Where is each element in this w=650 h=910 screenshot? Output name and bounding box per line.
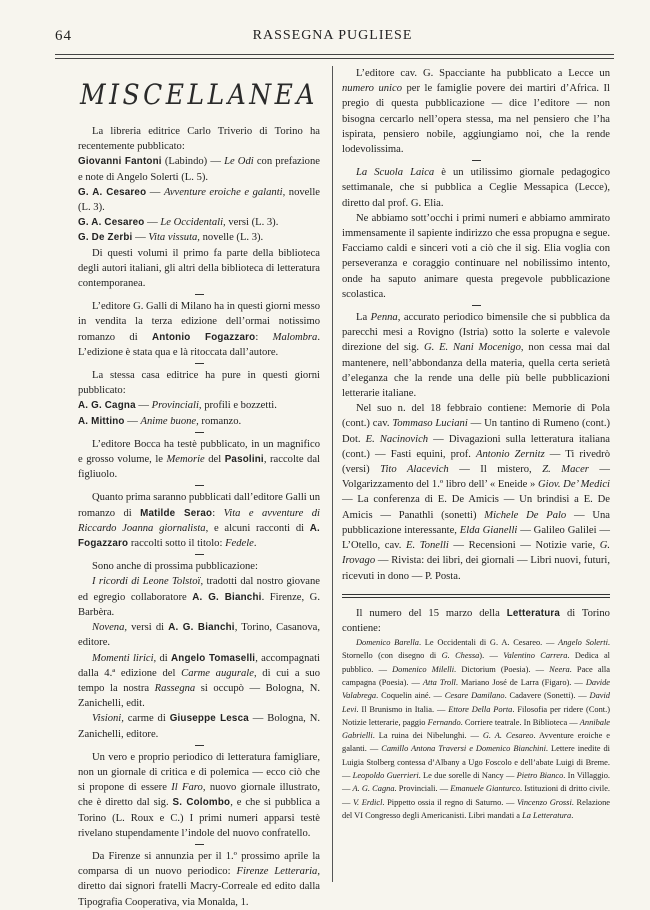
author-name: A. G. Cagna: [352, 784, 395, 794]
book-entry: G. A. Cesareo — Le Occidentali, versi (L. 3).: [78, 217, 279, 229]
penna-paragraph: La Penna, accurato periodico bimensile che si pubblica da parecchi mesi a Rovigno (Istria) sotto la solerte e valevole direzione del sig. G. E. Nani Mocenigo, non cessa mai dal mantenere, nell’abbondanza della materia, quella certa serietà d’eleganza che la rende una delle più belle pubblicazioni letterarie italiane.: [342, 312, 611, 400]
book-entry: A. G. Cagna — Provinciali, profili e bozzetti.: [78, 400, 277, 412]
spacciante-paragraph: L’editore cav. G. Spacciante ha pubblicato a Lecce un numero unico per le famiglie povere dei martiri d’Africa. Il pregio di questa pubblicazione — dice l’editore — non bisogna cercarlo nell’opera stessa, ma nel pensiero che l’ha ispirata, pensiero nobile, aggiungiamo noi, che la rende lodevolissima.: [342, 68, 610, 156]
author-name: Atta Troll: [422, 678, 456, 687]
author-name: Annibale Gabrielli: [342, 717, 611, 741]
item-separator: [195, 554, 204, 555]
author-name: Cesare Damilano: [444, 691, 505, 701]
author-name: Domenico Barella: [356, 638, 419, 648]
author-name: Emanuele Gianturco: [450, 784, 521, 794]
author-name: V. Erdicl: [353, 797, 383, 807]
faro-paragraph: Un vero e proprio periodico di letteratura famigliare, non un giornale di critica e di polemica — ecco ciò che si propone di essere Il Faro, nuovo giornale illustrato, che è diretto dal sig. S. Colombo, e che si pubblica a Torino (L. Roux e C.) I primi numeri apparsi testè rivelano stupendamente l’indole del nuovo confratello.: [78, 751, 320, 839]
book-entry: Momenti lirici, di Angelo Tomaselli, accompagnati dalla 4.ª edizione del Carme augurale, di cui a suo tempo la nostra Rassegna si occupò — Bologna, N. Zanichelli, edit.: [78, 652, 321, 710]
author-name: Davide Valabrega: [342, 678, 610, 701]
penna-contents: Nel suo n. del 18 febbraio contiene: Memorie di Pola (cont.) cav. Tommaso Luciani — Un tantino di Rumeno (cont.) Dot. E. Nacinovich — Divagazioni sulla letteratura italiana (cont.) — Fasti equini, prof. Antonio Zernitz — Ti rivedrò (versi) Tito Alacevich — Il mistero, Z. Macer — Volgarizzamento del 1.º libro dell’ « Eneide » Giov. De’ Medici — La conferenza di E. De Amicis — Un brindisi a E. De Amicis — Panathli (sonetti) Michele De Palo — Una pubblicazione interessante, Elda Gianelli — Galileo Galilei — L’Otello, cav. E. Tonelli — Recensioni — Notizie varie, G. Irovago — Rivista: dei libri, dei giornali — Libri nuovi, futuri, ricevuti in dono — P. Posta.: [342, 403, 611, 582]
galli3-paragraph: Quanto prima saranno pubblicati dall’editore Galli un romanzo di Matilde Serao: Vita e avventure di Riccardo Joanna giornalista, e alcuni racconti di A. Fogazzaro raccolti sotto il titolo: Fedele.: [78, 492, 320, 550]
journal-title: RASSEGNA PUGLIESE: [252, 28, 413, 43]
bocca-paragraph: L’editore Bocca ha testè pubblicato, in un magnifico e grosso volume, le Memorie del Pasolini, raccolte dal figliuolo.: [78, 438, 320, 481]
book-entry: G. De Zerbi — Vita vissuta, novelle (L. 3).: [78, 232, 264, 244]
galli2-intro: La stessa casa editrice ha pure in questi giorni pubblicato:: [78, 370, 320, 397]
contents-text: . Provinciali. —: [394, 784, 451, 794]
contents-text: . Lettere inedite di Luigia Stolberg contessa d’Albany a Ugo Foscolo e dell’abate Luigi di Breme. —: [342, 744, 611, 781]
contents-text: ). —: [479, 651, 504, 661]
book-entry: Novena, versi di A. G. Bianchi, Torino, Casanova, editore.: [78, 622, 320, 649]
author-name: Ettore Della Porta: [448, 704, 513, 714]
galli-paragraph: L’editore G. Galli di Milano ha in questi giorni messo in vendita la terza edizione dell’ormai notissimo romanzo di Antonio Fogazzaro: Malombra. L’edizione è stata qua e là ritoccata dall’autore.: [78, 301, 321, 358]
contents-text: . Avventure eroiche e galanti. —: [342, 731, 610, 754]
contents-text: . Cadavere (Sonetti). —: [504, 691, 590, 701]
contents-text: . Stornello (con disegno di: [342, 638, 611, 661]
trivero-intro: La libreria editrice Carlo Triverio di Torino ha recentemente pubblicato:: [78, 126, 320, 153]
book-entry: A. Mittino — Anime buone, romanzo.: [78, 415, 242, 427]
item-separator: [195, 432, 204, 433]
author-name: Camillo Antona Traversi e Domenico Bianchini: [381, 744, 546, 754]
contents-text: . Mariano José de Larra (Figaro). —: [455, 678, 586, 687]
author-name: Leopoldo Guerrieri: [352, 771, 419, 781]
contents-text: .: [571, 810, 574, 820]
item-separator: [195, 363, 204, 364]
page-number: 64: [55, 28, 72, 44]
author-name: Valentino Carrera: [503, 651, 568, 661]
prossima-intro: Sono anche di prossima pubblicazione:: [92, 561, 258, 573]
item-separator: [195, 745, 204, 746]
contents-text: . Filosofia per ridere (Cont.) Notizie letterarie, paggio: [342, 704, 611, 727]
scuola-paragraph-2: Ne abbiamo sott’occhi i primi numeri e abbiamo ammirato immensamente il sapiente indirizzo che essa propugna e segue. Facciamo caldi e sinceri voti a ciò che il sig. Elia voglia con perseveranza e coraggio continuare nel nobilissimo intento, onde ha saputo animare questa pregevole pubblicazione scolastica.: [342, 212, 610, 300]
contents-text: . In Villaggio. —: [342, 771, 610, 794]
author-name: David Levi: [342, 691, 610, 714]
book-entry: I ricordi di Leone Tolstoï, tradotti dal nostro giovane ed egregio collaboratore A. G. Bianchi. Firenze, G. Barbèra.: [78, 576, 320, 618]
contents-text: . La ruina dei Nibelunghi. —: [372, 731, 483, 741]
item-separator: [195, 844, 204, 845]
contents-text: . Pippetto ossia il regno di Saturno. —: [382, 797, 518, 807]
author-name: Fernando: [427, 717, 461, 727]
author-name: La Letteratura: [522, 810, 572, 820]
left-column: [78, 66, 320, 910]
book-entry: Visioni, carme di Giuseppe Lesca — Bologna, N. Zanichelli, editore.: [78, 713, 320, 740]
running-header: [55, 28, 610, 50]
item-separator: [472, 305, 481, 306]
author-name: Domenico Milelli: [392, 664, 455, 674]
author-name: Pietro Bianco: [516, 771, 564, 781]
contents-text: . Le due sorelle di Nancy —: [418, 771, 517, 781]
author-name: G. Chessa: [441, 651, 480, 661]
header-rule: [55, 54, 614, 55]
section-title: MISCELLANEA: [80, 78, 318, 112]
trivero-closing: Di questi volumi il primo fa parte della biblioteca degli autori italiani, gli altri della biblioteca di letteratura contemporanea.: [78, 247, 320, 290]
letteratura-intro: Il numero del 15 marzo della Letteratura di Torino contiene:: [342, 607, 610, 634]
contents-text: . Il Brunismo in Italia. —: [356, 704, 449, 714]
contents-text: . Istituzioni di dritto civile. —: [342, 784, 611, 807]
column-divider: [332, 66, 333, 882]
section-separator: [342, 594, 610, 598]
contents-text: . Corriere teatrale. In Biblioteca —: [460, 717, 580, 727]
book-entry: G. A. Cesareo — Avventure eroiche e galanti, novelle (L. 3).: [78, 186, 320, 214]
scuola-paragraph: La Scuola Laica è un utilissimo giornale pedagogico settimanale, che si pubblica a Ceglie Messapica (Lecce), diretto dal prof. G. Elia.: [342, 167, 611, 209]
contents-text: . Dedica al pubblico. —: [342, 651, 610, 674]
header-rule-thin: [55, 58, 614, 59]
contents-text: . Relazione del VI Congresso degli Americanisti. Libri mandati a: [342, 797, 610, 820]
contents-text: . Pace alla campagna (Poesia). —: [342, 664, 610, 687]
author-name: Neera: [549, 664, 570, 674]
author-name: Vincenzo Grossi: [517, 797, 572, 807]
item-separator: [472, 160, 481, 161]
letteratura-contents: [342, 636, 610, 822]
contents-text: . Dictorium (Poesia). —: [454, 664, 550, 674]
contents-text: . Coquelin ainé. —: [376, 691, 445, 701]
contents-text: . Le Occidentali di G. A. Cesareo. —: [418, 638, 559, 648]
item-separator: [195, 294, 204, 295]
author-name: G. A. Cesareo: [482, 731, 534, 741]
item-separator: [195, 485, 204, 486]
book-entry: Giovanni Fantoni (Labindo) — Le Odi con prefazione e note di Angelo Solerti (L. 5).: [78, 156, 320, 183]
firenze-paragraph: Da Firenze si annunzia per il 1.º prossimo aprile la comparsa di un nuovo periodico: Firenze Letteraria, diretto dai signori fratelli Macry-Correale ed edito dalla Tipografia Cooperativa, via Monalda, 1.: [78, 850, 320, 908]
author-name: Angelo Solerti: [558, 638, 608, 648]
right-column: [342, 66, 610, 822]
